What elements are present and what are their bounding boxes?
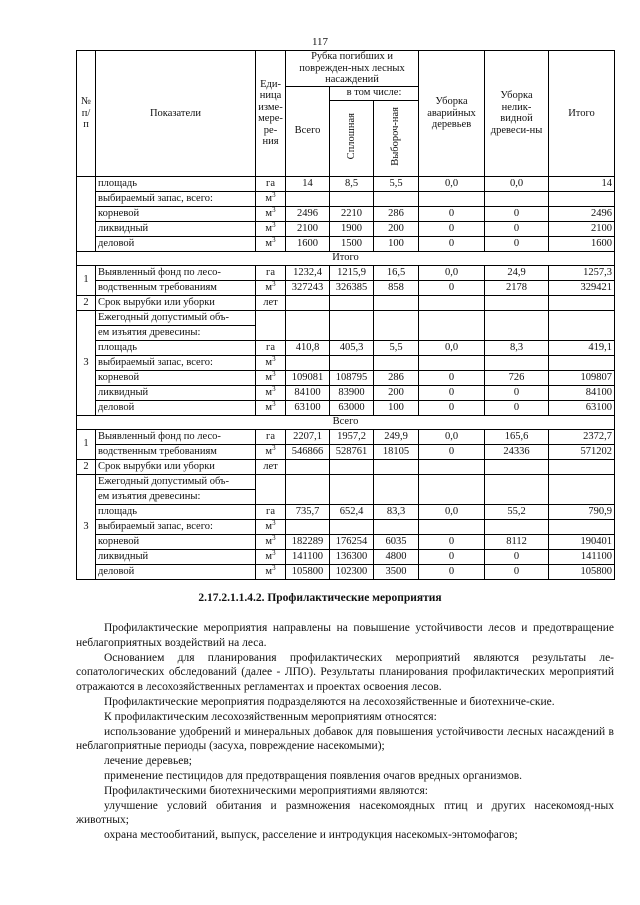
table-row [77, 280, 615, 295]
indicator-cell: корневой [96, 370, 256, 385]
table-row [77, 429, 615, 444]
value-cell: 1257,3 [549, 265, 615, 280]
value-cell: 5,5 [374, 176, 419, 191]
table-row [77, 504, 615, 519]
section-title-row [77, 415, 615, 429]
value-cell: 14 [286, 176, 330, 191]
value-cell [485, 295, 549, 310]
value-cell: 329421 [549, 280, 615, 295]
indicator-cell: деловой [96, 564, 256, 579]
value-cell: 0 [419, 400, 485, 415]
unit-cell: га [256, 176, 286, 191]
paragraph: лечение деревьев; [104, 755, 192, 768]
value-cell: 109081 [286, 370, 330, 385]
indicator-cell: водственным требованиям [96, 280, 256, 295]
value-cell [485, 459, 549, 474]
section-title-row [77, 251, 615, 265]
row-number: 2 [77, 459, 96, 474]
paragraph: К профилактическим лесохозяйственным мероприятиям относятся: [104, 710, 437, 723]
value-cell: 790,9 [549, 504, 615, 519]
value-cell: 18105 [374, 444, 419, 459]
row-number: 1 [77, 265, 96, 295]
value-cell: 200 [374, 385, 419, 400]
table-row [77, 221, 615, 236]
value-cell: 0,0 [419, 340, 485, 355]
value-cell [485, 191, 549, 206]
body-text [76, 621, 614, 843]
value-cell: 858 [374, 280, 419, 295]
indicator-cell: Ежегодный допустимый объ- [96, 310, 256, 325]
value-cell: 546866 [286, 444, 330, 459]
unit-cell: $м^3$ [256, 444, 286, 459]
value-cell: 735,7 [286, 504, 330, 519]
unit-cell: $м^3$ [256, 280, 286, 295]
value-cell: 182289 [286, 534, 330, 549]
indicator-cell: ем изъятия древесины: [96, 325, 256, 340]
header-illiquid: Уборка нелик-видной древеси-ны [485, 51, 549, 177]
value-cell: 726 [485, 370, 549, 385]
table-row [77, 400, 615, 415]
paragraph: Основанием для планирования профилактических мероприятий являются результаты ле-сопатологических обследований (далее - ЛПО). Результаты планирования профилактических мероприятий отражаются в лесохозяйственных регламентах и проектах освоения лесов. [76, 651, 614, 694]
header-num: № п/п [77, 51, 96, 177]
header-unit: Еди-ница изме-мере-ре-ния [256, 51, 286, 177]
value-cell: 1957,2 [330, 429, 374, 444]
row-number: 2 [77, 295, 96, 310]
value-cell: 100 [374, 236, 419, 251]
value-cell: 84100 [549, 385, 615, 400]
value-cell: 2178 [485, 280, 549, 295]
value-cell [330, 355, 374, 370]
value-cell: 2207,1 [286, 429, 330, 444]
indicator-cell: выбираемый запас, всего: [96, 519, 256, 534]
value-cell: 0,0 [419, 176, 485, 191]
unit-cell: $м^3$ [256, 191, 286, 206]
value-cell [330, 474, 374, 504]
value-cell [419, 519, 485, 534]
value-cell: 2210 [330, 206, 374, 221]
indicator-cell: площадь [96, 504, 256, 519]
value-cell [374, 474, 419, 504]
table-row [77, 564, 615, 579]
header-itogo: Итого [549, 51, 615, 177]
value-cell: 0 [485, 400, 549, 415]
value-cell: 105800 [286, 564, 330, 579]
value-cell: 0 [419, 236, 485, 251]
header-total: Всего [286, 86, 330, 176]
unit-cell: $м^3$ [256, 549, 286, 564]
value-cell: 286 [374, 206, 419, 221]
paragraph: улучшение условий обитания и размножения насекомоядных птиц и других насекомояд-ных животных; [76, 799, 614, 827]
value-cell: 2496 [549, 206, 615, 221]
value-cell: 2100 [286, 221, 330, 236]
value-cell: 0 [419, 534, 485, 549]
value-cell [374, 355, 419, 370]
unit-cell: га [256, 340, 286, 355]
row-number: 3 [77, 310, 96, 415]
value-cell: 8112 [485, 534, 549, 549]
unit-cell: га [256, 504, 286, 519]
value-cell [419, 474, 485, 504]
table-row [77, 176, 615, 191]
indicator-cell: выбираемый запас, всего: [96, 191, 256, 206]
section-title: Итого [77, 251, 615, 265]
indicator-cell: Срок вырубки или уборки [96, 295, 256, 310]
value-cell: 0,0 [419, 504, 485, 519]
value-cell: 0 [419, 564, 485, 579]
value-cell [549, 459, 615, 474]
value-cell: 2372,7 [549, 429, 615, 444]
indicator-cell: ликвидный [96, 221, 256, 236]
value-cell: 63000 [330, 400, 374, 415]
unit-cell [256, 310, 286, 340]
indicator-cell: Срок вырубки или уборки [96, 459, 256, 474]
value-cell: 8,3 [485, 340, 549, 355]
indicator-cell: корневой [96, 534, 256, 549]
value-cell: 410,8 [286, 340, 330, 355]
value-cell: 200 [374, 221, 419, 236]
unit-cell: лет [256, 459, 286, 474]
indicator-cell: деловой [96, 236, 256, 251]
value-cell [330, 295, 374, 310]
value-cell: 0 [419, 206, 485, 221]
value-cell: 0 [485, 236, 549, 251]
value-cell: 83,3 [374, 504, 419, 519]
value-cell: 16,5 [374, 265, 419, 280]
value-cell [286, 474, 330, 504]
value-cell: 1215,9 [330, 265, 374, 280]
value-cell: 419,1 [549, 340, 615, 355]
value-cell: 1600 [549, 236, 615, 251]
value-cell: 0 [419, 549, 485, 564]
value-cell: 0,0 [419, 265, 485, 280]
value-cell: 0 [485, 549, 549, 564]
unit-cell: $м^3$ [256, 221, 286, 236]
row-number: 3 [77, 474, 96, 579]
value-cell: 3500 [374, 564, 419, 579]
paragraph: охрана местообитаний, выпуск, расселение и интродукция насекомых-энтомофагов; [104, 829, 518, 842]
paragraph: Профилактические мероприятия направлены на повышение устойчивости лесов и предотвращение неблагоприятных воздействий на леса. [76, 622, 614, 649]
value-cell: 1900 [330, 221, 374, 236]
value-cell: 0 [419, 385, 485, 400]
value-cell: 1232,4 [286, 265, 330, 280]
indicator-cell: водственным требованиям [96, 444, 256, 459]
value-cell: 141100 [286, 549, 330, 564]
table-row [77, 444, 615, 459]
value-cell: 136300 [330, 549, 374, 564]
value-cell: 1600 [286, 236, 330, 251]
row-number [77, 176, 96, 251]
unit-cell: $м^3$ [256, 400, 286, 415]
value-cell: 1500 [330, 236, 374, 251]
value-cell: 190401 [549, 534, 615, 549]
value-cell [374, 295, 419, 310]
table-row [77, 236, 615, 251]
value-cell: 0 [419, 221, 485, 236]
value-cell: 108795 [330, 370, 374, 385]
value-cell [549, 474, 615, 504]
value-cell: 0 [485, 385, 549, 400]
value-cell [419, 191, 485, 206]
indicator-cell: ем изъятия древесины: [96, 489, 256, 504]
value-cell: 109807 [549, 370, 615, 385]
table-row [77, 340, 615, 355]
logging-table [76, 50, 615, 580]
value-cell [330, 310, 374, 340]
paragraph: Профилактическими биотехническими мероприятиями являются: [104, 784, 428, 797]
table-row [77, 310, 615, 325]
value-cell [330, 191, 374, 206]
indicator-cell: площадь [96, 176, 256, 191]
value-cell [286, 459, 330, 474]
unit-cell: $м^3$ [256, 236, 286, 251]
value-cell: 571202 [549, 444, 615, 459]
value-cell [549, 355, 615, 370]
value-cell [330, 519, 374, 534]
value-cell: 6035 [374, 534, 419, 549]
value-cell: 5,5 [374, 340, 419, 355]
value-cell: 0 [419, 444, 485, 459]
value-cell [419, 295, 485, 310]
value-cell [549, 295, 615, 310]
indicator-cell: ликвидный [96, 549, 256, 564]
section-heading: 2.17.2.1.1.4.2. Профилактические мероприятия [198, 592, 442, 604]
indicator-cell: корневой [96, 206, 256, 221]
value-cell [374, 310, 419, 340]
paragraph: использование удобрений и минеральных добавок для повышения устойчивости лесных насаждений в неблагоприятные периоды (засуха, повреждение насекомыми); [76, 725, 614, 753]
page-number: 117 [311, 36, 329, 48]
value-cell [549, 519, 615, 534]
value-cell: 4800 [374, 549, 419, 564]
unit-cell [256, 474, 286, 504]
value-cell [485, 310, 549, 340]
value-cell: 55,2 [485, 504, 549, 519]
value-cell: 176254 [330, 534, 374, 549]
section-title: Всего [77, 415, 615, 429]
value-cell: 100 [374, 400, 419, 415]
value-cell: 83900 [330, 385, 374, 400]
indicator-cell: ликвидный [96, 385, 256, 400]
value-cell: 2496 [286, 206, 330, 221]
value-cell [419, 310, 485, 340]
unit-cell: $м^3$ [256, 355, 286, 370]
value-cell: 2100 [549, 221, 615, 236]
table-row [77, 459, 615, 474]
unit-cell: $м^3$ [256, 564, 286, 579]
indicator-cell: Выявленный фонд по лесо- [96, 265, 256, 280]
value-cell: 8,5 [330, 176, 374, 191]
value-cell [286, 355, 330, 370]
table-row [77, 191, 615, 206]
table-row [77, 549, 615, 564]
table-row [77, 295, 615, 310]
indicator-cell: Ежегодный допустимый объ- [96, 474, 256, 489]
unit-cell: $м^3$ [256, 534, 286, 549]
table-row [77, 385, 615, 400]
value-cell [419, 355, 485, 370]
value-cell: 0,0 [485, 176, 549, 191]
value-cell: 249,9 [374, 429, 419, 444]
value-cell: 0 [485, 206, 549, 221]
value-cell [549, 310, 615, 340]
unit-cell: $м^3$ [256, 206, 286, 221]
value-cell [485, 519, 549, 534]
indicator-cell: выбираемый запас, всего: [96, 355, 256, 370]
unit-cell: га [256, 429, 286, 444]
value-cell: 84100 [286, 385, 330, 400]
value-cell: 102300 [330, 564, 374, 579]
paragraph: применение пестицидов для предотвращения появления очагов вредных организмов. [104, 769, 523, 782]
unit-cell: $м^3$ [256, 385, 286, 400]
value-cell: 0,0 [419, 429, 485, 444]
indicator-cell: Выявленный фонд по лесо- [96, 429, 256, 444]
value-cell [286, 519, 330, 534]
table-row [77, 534, 615, 549]
unit-cell: га [256, 265, 286, 280]
value-cell: 24336 [485, 444, 549, 459]
row-number: 1 [77, 429, 96, 459]
value-cell: 0 [419, 280, 485, 295]
indicator-cell: деловой [96, 400, 256, 415]
unit-cell: $м^3$ [256, 370, 286, 385]
table-row [77, 370, 615, 385]
table-row [77, 474, 615, 489]
value-cell: 63100 [286, 400, 330, 415]
unit-cell: $м^3$ [256, 519, 286, 534]
value-cell [485, 355, 549, 370]
header-selective: Выбороч-ная [374, 100, 419, 176]
value-cell [549, 191, 615, 206]
value-cell [374, 459, 419, 474]
header-indicator: Показатели [96, 51, 256, 177]
value-cell: 24,9 [485, 265, 549, 280]
value-cell [286, 295, 330, 310]
table-row [77, 355, 615, 370]
value-cell: 63100 [549, 400, 615, 415]
value-cell: 105800 [549, 564, 615, 579]
value-cell: 0 [419, 370, 485, 385]
value-cell: 326385 [330, 280, 374, 295]
value-cell: 652,4 [330, 504, 374, 519]
value-cell: 141100 [549, 549, 615, 564]
header-continuous: Сплошная [330, 100, 374, 176]
value-cell [485, 474, 549, 504]
header-emergency: Уборка аварийных деревьев [419, 51, 485, 177]
value-cell: 14 [549, 176, 615, 191]
value-cell [374, 519, 419, 534]
value-cell [286, 310, 330, 340]
paragraph: Профилактические мероприятия подразделяются на лесохозяйственные и биотехниче-ские. [104, 695, 555, 708]
value-cell: 0 [485, 221, 549, 236]
header-incl: в том числе: [330, 86, 419, 100]
value-cell [330, 459, 374, 474]
value-cell: 0 [485, 564, 549, 579]
unit-cell: лет [256, 295, 286, 310]
value-cell [286, 191, 330, 206]
value-cell [419, 459, 485, 474]
value-cell: 286 [374, 370, 419, 385]
value-cell: 327243 [286, 280, 330, 295]
indicator-cell: площадь [96, 340, 256, 355]
value-cell: 165,6 [485, 429, 549, 444]
header-logging-group: Рубка погибших и поврежден-ных лесных насаждений [286, 51, 419, 87]
value-cell [374, 191, 419, 206]
value-cell: 528761 [330, 444, 374, 459]
table-row [77, 519, 615, 534]
table-row [77, 265, 615, 280]
value-cell: 405,3 [330, 340, 374, 355]
table-row [77, 206, 615, 221]
